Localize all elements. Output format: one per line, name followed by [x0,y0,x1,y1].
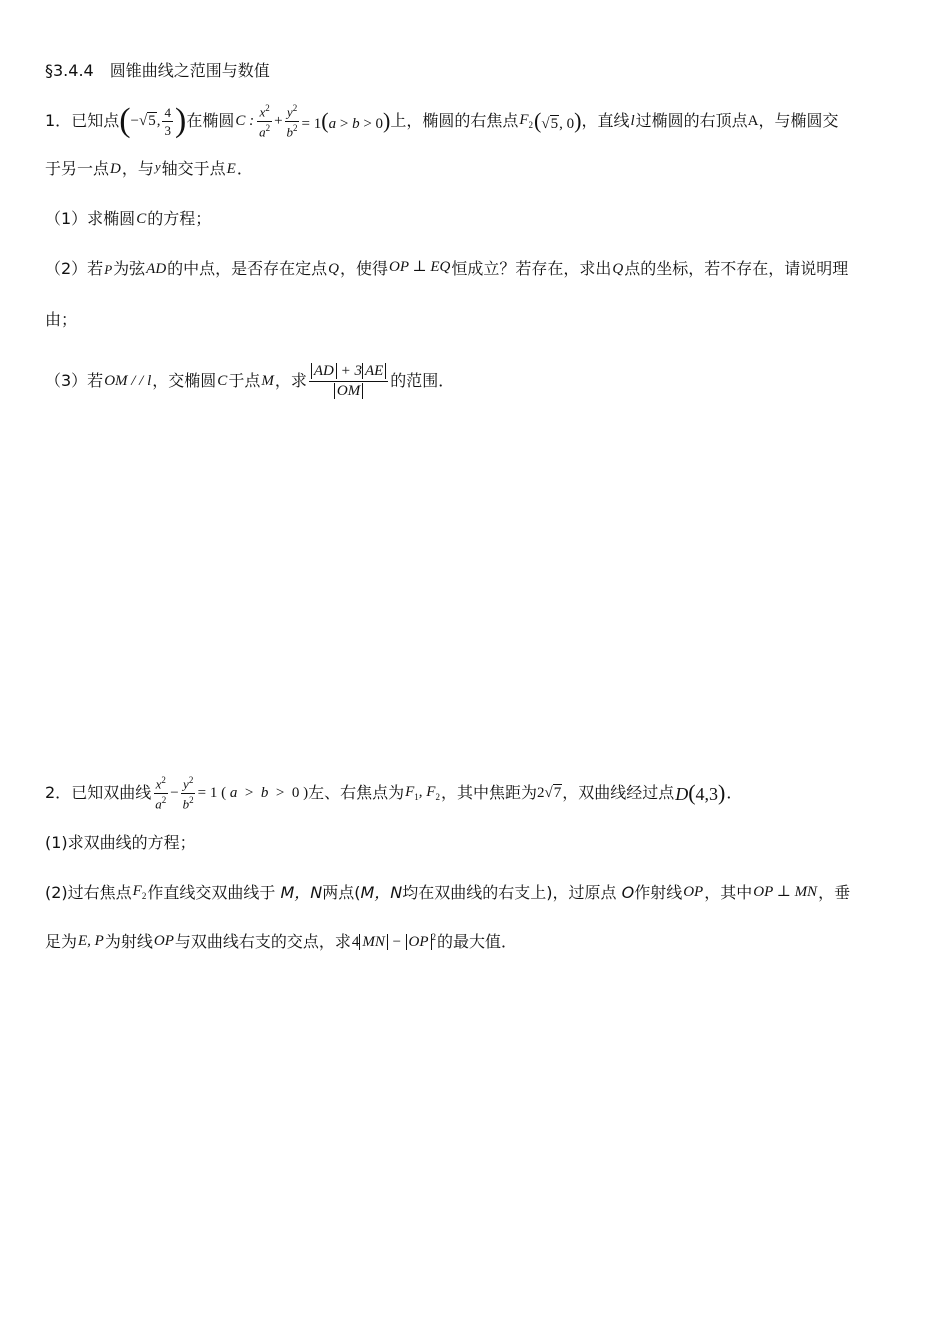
p2-q2-g: ，垂 [818,882,851,902]
problem2-number: 2． [45,783,72,802]
paren-right-icon: ) [174,102,187,139]
section-title-text: §3.4.4 圆锥曲线之范围与数值 [45,61,270,80]
p1-q3-at: 于点 [228,371,261,390]
focus-coordinate: (√5, 0) [534,108,582,133]
p1-q1-prefix: （1）求椭圆 [45,209,136,228]
problem1-q1: （1）求椭圆 C 的方程； [45,209,212,228]
section-title [45,63,270,79]
p2-q2-j: 与双曲线右支的交点，求 [174,931,351,951]
p1-q2-chord: 为弦 [113,259,146,278]
problem1-q2-line1: （2）若 P 为弦 AD 的中点，是否存在定点 Q ，使得 OP ⊥ EQ 恒成立？若存在，求出 Q 点的坐标，若不存在，请说明理 [45,258,849,278]
p1-with-y-text: ，与 [121,159,154,178]
point-coordinate-x: −√5, [130,112,161,129]
ratio-fraction: $\frac{AD + 3 AE}{OM}$ [309,364,388,399]
p1-line-text: ，直线 [581,111,630,130]
problem2-line1: 2． 已知双曲线 $\frac{x^2}{a^2}$ − $\frac{y^2}{b^2}$ = 1 ( a > b > 0 ) 左、右焦点为 $F_1$, $F_2$ ，其中焦距为 2√7 ，双曲线经过点 D(4,3) ． [45,775,743,811]
point-d: D(4,3) [675,780,726,805]
p2-q2-f: ，其中 [704,882,753,902]
p2-q2-h: 足为 [45,931,78,951]
ellipse-y-term: $\frac{y^2}{b^2}$ [286,103,298,139]
problem2-q1 [45,835,196,851]
p2-q2-i: 为射线 [104,931,153,951]
p1-q2-reason: 由； [45,310,78,329]
ellipse-x-term: $\frac{x^2}{a^2}$ [259,103,271,139]
problem2-q2-line2: 足为 E, P 为射线 OP 与双曲线右支的交点，求 4 MN − OP $^2$ 的最大值． [45,931,518,951]
p1-q2-make: ，使得 [340,259,389,278]
problem1-q2-line2 [45,312,77,328]
problem1-number: 1． [45,111,72,130]
max-expression: 4 MN − OP $^2$ [351,932,436,950]
problem2-q2-line1: (2)过右焦点 $F_2$ 作直线交双曲线于 M，N 两点( M，N 均在双曲线的右支上)，过原点 O 作射线 OP ，其中 OP ⊥ MN ，垂 [45,882,851,902]
p1-q3-intersect: ，交椭圆 [152,371,217,390]
p1-y-axis-text: 轴交于点 [161,159,226,178]
p2-q2-b: 作直线交双曲线于 [147,882,276,902]
p2-q2-e: 作射线 [634,882,683,902]
p1-known-point-text: 已知点 [71,111,120,130]
problem1-q3: （3）若 OM / / l ，交椭圆 C 于点 M ，求 $\frac{AD + 3 AE}{OM}$ 的范围． [45,362,455,399]
ellipse-condition: = 1(a > b > 0) [301,108,391,133]
hyperbola-x-term: $\frac{x^2}{a^2}$ [155,775,167,811]
p1-on-ellipse-text: 在椭圆 [186,111,235,130]
p2-q1-text: (1)求双曲线的方程； [45,833,196,852]
fraction-four-thirds: $\frac{4}{3}$ [164,104,171,138]
p1-q2-prefix: （2）若 [45,259,104,278]
p2-period: ． [726,783,743,802]
p2-foci-text: 左、右焦点为 [308,783,405,802]
p2-known-text: 已知双曲线 [71,783,152,802]
p2-q2-k: 的最大值． [437,931,518,951]
line-l: l [630,112,635,129]
p2-passes-text: ，双曲线经过点 [562,783,675,802]
p1-q1-suffix: 的方程； [147,209,212,228]
p1-q3-range: 的范围． [390,371,455,390]
problem1-line1: 1． 已知点 ( −√5, $\frac{4}{3}$ ) 在椭圆 C : $\frac{x^2}{a^2}$ + $\frac{y^2}{b^2}$ = 1(a > b > 0) 上，椭圆的右焦点 $F_2$ (√5, 0) ，直线 l 过椭圆的右顶点 A ，与椭圆交 [45,102,839,139]
hyperbola-condition: = 1 ( a > b > 0 ) [197,784,309,801]
p1-vertex-text: 过椭圆的右顶点 [635,111,748,130]
ellipse-name: C : [235,112,255,129]
problem1-line2: 于另一点 D ，与 y 轴交于点 E ． [45,158,253,178]
p2-focal-text: ，其中焦距为 [440,783,537,802]
hyperbola-y-term: $\frac{y^2}{b^2}$ [182,775,194,811]
p1-q2-mid: 的中点，是否存在定点 [167,259,328,278]
p2-q2-d: 均在双曲线的右支上)，过原点 [402,882,617,902]
focus-f2: $F_2$ [519,111,534,130]
p1-other-point-text: 于另一点 [45,159,110,178]
p1-intersect-text: ，与椭圆交 [758,111,839,130]
p2-q2-a: (2)过右焦点 [45,882,132,902]
p2-q2-c: 两点( [322,882,361,902]
p1-q3-find: ，求 [274,371,307,390]
vertex-a: A [747,112,759,129]
focal-length: 2√7 [536,784,562,801]
p1-right-focus-text: 上，椭圆的右焦点 [390,111,519,130]
p1-q2-hold: 恒成立？若存在，求出 [451,259,612,278]
p1-q3-prefix: （3）若 [45,371,104,390]
paren-left-icon: ( [119,102,131,139]
p1-period: ． [236,159,253,178]
p1-q2-coord: 点的坐标，若不存在，请说明理 [624,259,849,278]
